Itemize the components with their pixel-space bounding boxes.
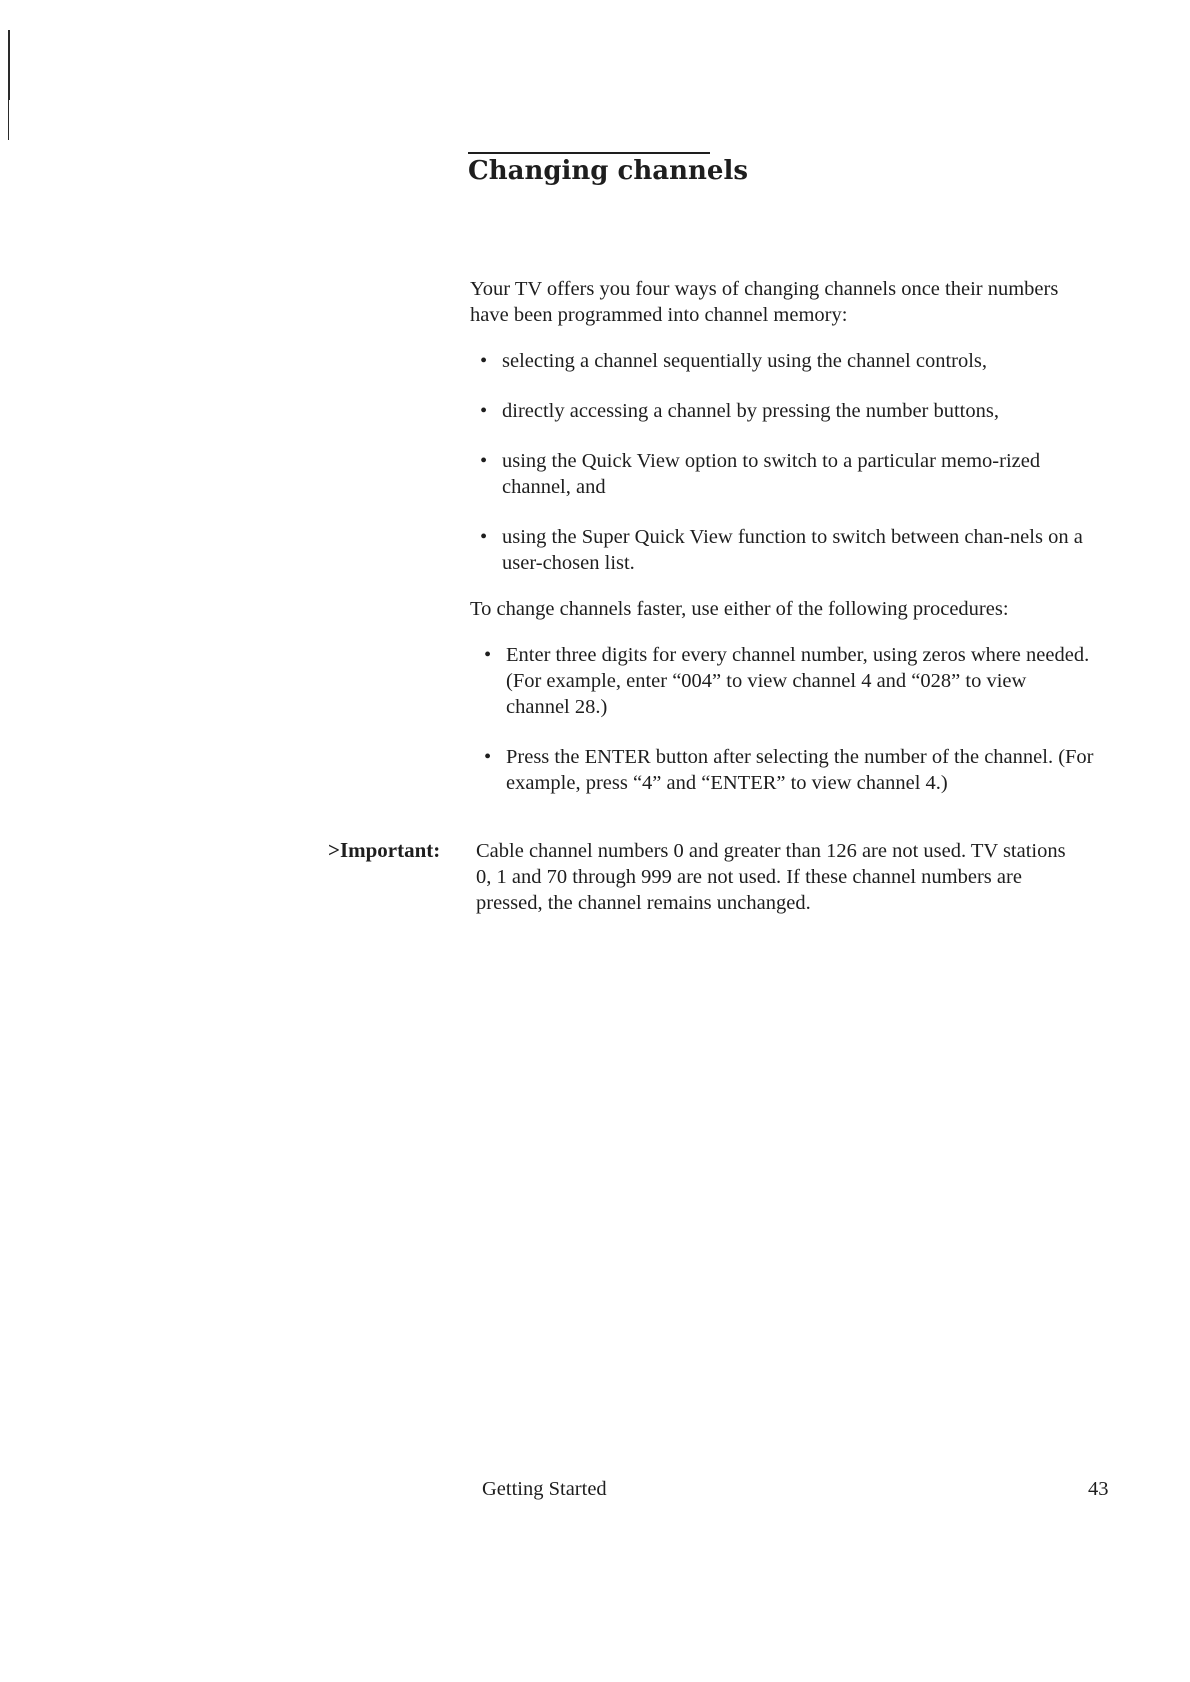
list-item: • using the Super Quick View function to switch between chan-nels on a user-chosen list. [480, 526, 1083, 574]
list-item: • Press the ENTER button after selecting the number of the channel. (For example, press “4” and “ENTER” to view channel 4.) [484, 746, 1094, 794]
list-item: • Enter three digits for every channel number, using zeros where needed. (For example, enter “004” to view channel 4 and “028” to view channel 28.) [484, 644, 1090, 718]
important-label: >Important: [328, 838, 441, 862]
procedures-intro: To change channels faster, use either of the following procedures: [470, 598, 1009, 620]
page-number: 43 [1088, 1478, 1109, 1500]
procedures-list [482, 642, 1094, 796]
ways-list [478, 348, 1098, 576]
list-item: • directly accessing a channel by pressing the number buttons, [480, 400, 999, 422]
scan-edge-mark [8, 30, 10, 100]
footer-section: Getting Started [482, 1478, 607, 1500]
scan-edge-mark [8, 100, 9, 140]
list-item: • using the Quick View option to switch to a particular memo-rized channel, and [480, 450, 1041, 498]
list-item: • selecting a channel sequentially using the channel controls, [480, 350, 988, 372]
page-title: Changing channels [468, 156, 748, 186]
intro-paragraph: Your TV offers you four ways of changing channels once their numbers have been programmed into channel memory: [470, 278, 1059, 326]
important-note: Cable channel numbers 0 and greater than 126 are not used. TV stations 0, 1 and 70 through 999 are not used. If these channel numbers are pressed, the channel remains unchanged. [476, 840, 1066, 914]
title-rule [468, 152, 710, 154]
